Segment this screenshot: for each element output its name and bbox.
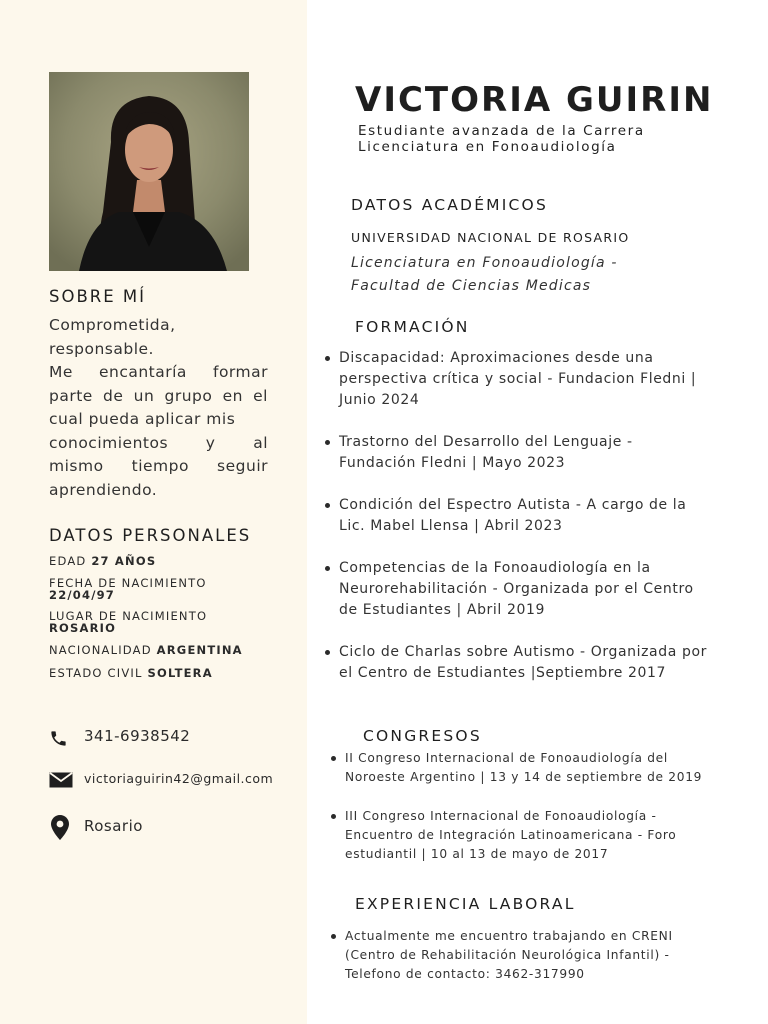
about-line: parte de un grupo en el <box>49 386 268 405</box>
career-line: Facultad de Ciencias Medicas <box>351 278 592 294</box>
age-label: EDAD <box>49 554 87 568</box>
item-line: Lic. Mabel Llensa | Abril 2023 <box>339 518 563 534</box>
item-line: II Congreso Internacional de Fonoaudiología del <box>345 751 668 765</box>
item-line: Actualmente me encuentro trabajando en CRENI <box>345 929 673 943</box>
personal-title: DATOS PERSONALES <box>49 526 252 545</box>
list-item <box>331 807 731 864</box>
career-line: Licenciatura en Fonoaudiología - <box>351 255 618 271</box>
item-line: Telefono de contacto: 3462-317990 <box>345 967 585 981</box>
sidebar <box>0 0 307 1024</box>
location-text: Rosario <box>84 817 143 835</box>
item-line: Ciclo de Charlas sobre Autismo - Organizada por <box>339 644 707 660</box>
item-line: perspectiva crítica y social - Fundacion Fledni | <box>339 371 697 387</box>
about-line: Comprometida, <box>49 316 176 334</box>
phone-text[interactable]: 341-6938542 <box>84 727 191 745</box>
place-value-text: ROSARIO <box>49 621 117 635</box>
civil-row <box>49 667 213 679</box>
congresos-list <box>331 749 731 884</box>
about-text <box>49 314 268 502</box>
about-line: conocimientos y al <box>49 433 268 452</box>
age-row <box>49 555 156 567</box>
civil-value: SOLTERA <box>147 666 213 680</box>
age-value: 27 AÑOS <box>91 554 157 568</box>
academic-title: DATOS ACADÉMICOS <box>351 196 548 214</box>
phone-icon <box>49 729 68 752</box>
item-line: Encuentro de Integración Latinoamericana - Foro <box>345 828 677 842</box>
nationality-row <box>49 644 243 656</box>
item-line: estudiantil | 10 al 13 de mayo de 2017 <box>345 847 609 861</box>
list-item <box>325 558 745 621</box>
birth-value-text: 22/04/97 <box>49 588 116 602</box>
list-item <box>331 749 731 787</box>
about-line: mismo tiempo seguir <box>49 457 268 475</box>
item-line: Discapacidad: Aproximaciones desde una <box>339 350 654 366</box>
birth-value <box>49 589 115 601</box>
civil-label: ESTADO CIVIL <box>49 666 143 680</box>
list-item <box>325 495 745 537</box>
formacion-title: FORMACIÓN <box>355 318 470 336</box>
subtitle-line: Estudiante avanzada de la Carrera <box>358 123 645 139</box>
item-line: Noroeste Argentino | 13 y 14 de septiembre de 2019 <box>345 770 703 784</box>
birth-label: FECHA DE NACIMIENTO <box>49 576 207 590</box>
about-line: cual pueda aplicar mis <box>49 410 236 428</box>
about-line: responsable. <box>49 339 154 358</box>
item-line: Fundación Fledni | Mayo 2023 <box>339 455 566 471</box>
item-line: Junio 2024 <box>339 392 420 408</box>
list-item <box>325 348 745 411</box>
about-line: aprendiendo. <box>49 480 158 499</box>
experiencia-list <box>331 927 731 984</box>
profile-photo <box>49 72 249 271</box>
envelope-icon <box>49 772 73 792</box>
item-line: Competencias de la Fonoaudiología en la <box>339 560 651 576</box>
list-item <box>331 927 731 984</box>
formacion-list <box>325 348 745 705</box>
map-pin-icon <box>51 815 69 844</box>
place-value <box>49 622 116 634</box>
subtitle-line: Licenciatura en Fonoaudiología <box>358 139 617 155</box>
university-name: UNIVERSIDAD NACIONAL DE ROSARIO <box>351 230 630 245</box>
list-item <box>325 642 745 684</box>
email-text[interactable]: victoriaguirin42@gmail.com <box>84 771 274 786</box>
item-line: Condición del Espectro Autista - A cargo de la <box>339 497 687 513</box>
list-item <box>325 432 745 474</box>
item-line: el Centro de Estudiantes |Septiembre 2017 <box>339 665 667 681</box>
experiencia-title: EXPERIENCIA LABORAL <box>355 895 576 913</box>
candidate-name: VICTORIA GUIRIN <box>355 80 714 120</box>
about-line: Me encantaría formar <box>49 363 268 381</box>
item-line: III Congreso Internacional de Fonoaudiología - <box>345 809 657 823</box>
item-line: Neurorehabilitación - Organizada por el Centro <box>339 581 694 597</box>
item-line: de Estudiantes | Abril 2019 <box>339 602 545 618</box>
about-title: SOBRE MÍ <box>49 287 147 306</box>
congresos-title: CONGRESOS <box>363 727 482 745</box>
item-line: Trastorno del Desarrollo del Lenguaje - <box>339 434 633 450</box>
place-label: LUGAR DE NACIMIENTO <box>49 609 208 623</box>
item-line: (Centro de Rehabilitación Neurológica Infantil) - <box>345 948 670 962</box>
nationality-label: NACIONALIDAD <box>49 643 152 657</box>
nationality-value: ARGENTINA <box>156 643 243 657</box>
